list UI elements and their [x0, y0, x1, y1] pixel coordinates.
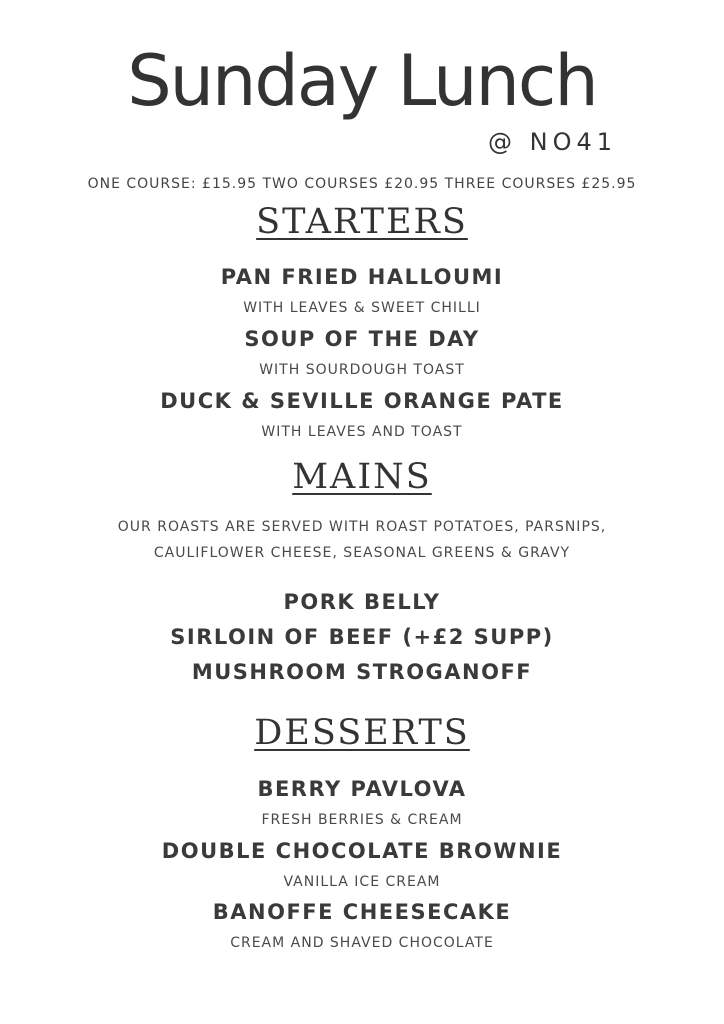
starters-heading: STARTERS	[256, 202, 468, 242]
dessert-item-desc: FRESH BERRIES & CREAM	[261, 812, 463, 828]
desserts-heading: DESSERTS	[254, 713, 470, 753]
starter-item-desc: WITH LEAVES AND TOAST	[261, 424, 463, 440]
starter-item-name: DUCK & SEVILLE ORANGE PATE	[160, 389, 564, 413]
mains-note-line: CAULIFLOWER CHEESE, SEASONAL GREENS & GRAVY	[153, 545, 571, 561]
dessert-item-desc: CREAM AND SHAVED CHOCOLATE	[230, 935, 494, 951]
mains-note-line: OUR ROASTS ARE SERVED WITH ROAST POTATOES, PARSNIPS,	[117, 519, 607, 535]
main-item-name: PORK BELLY	[283, 590, 441, 614]
dessert-item-name: BERRY PAVLOVA	[257, 777, 467, 801]
starter-item-name: PAN FRIED HALLOUMI	[220, 265, 504, 289]
starter-item-name: SOUP OF THE DAY	[244, 327, 480, 351]
dessert-item-name: BANOFFE CHEESECAKE	[212, 900, 512, 924]
main-item-name: MUSHROOM STROGANOFF	[191, 660, 533, 684]
main-item-name: SIRLOIN OF BEEF (+£2 SUPP)	[170, 625, 554, 649]
mains-heading: MAINS	[292, 457, 432, 497]
venue-subtitle: @ NO41	[488, 128, 618, 156]
dessert-item-name: DOUBLE CHOCOLATE BROWNIE	[161, 839, 563, 863]
menu-title: Sunday Lunch	[127, 40, 597, 122]
pricing-line: ONE COURSE: £15.95 TWO COURSES £20.95 THREE COURSES £25.95	[87, 176, 637, 192]
starter-item-desc: WITH LEAVES & SWEET CHILLI	[243, 300, 481, 316]
starter-item-desc: WITH SOURDOUGH TOAST	[259, 362, 465, 378]
dessert-item-desc: VANILLA ICE CREAM	[283, 874, 441, 890]
